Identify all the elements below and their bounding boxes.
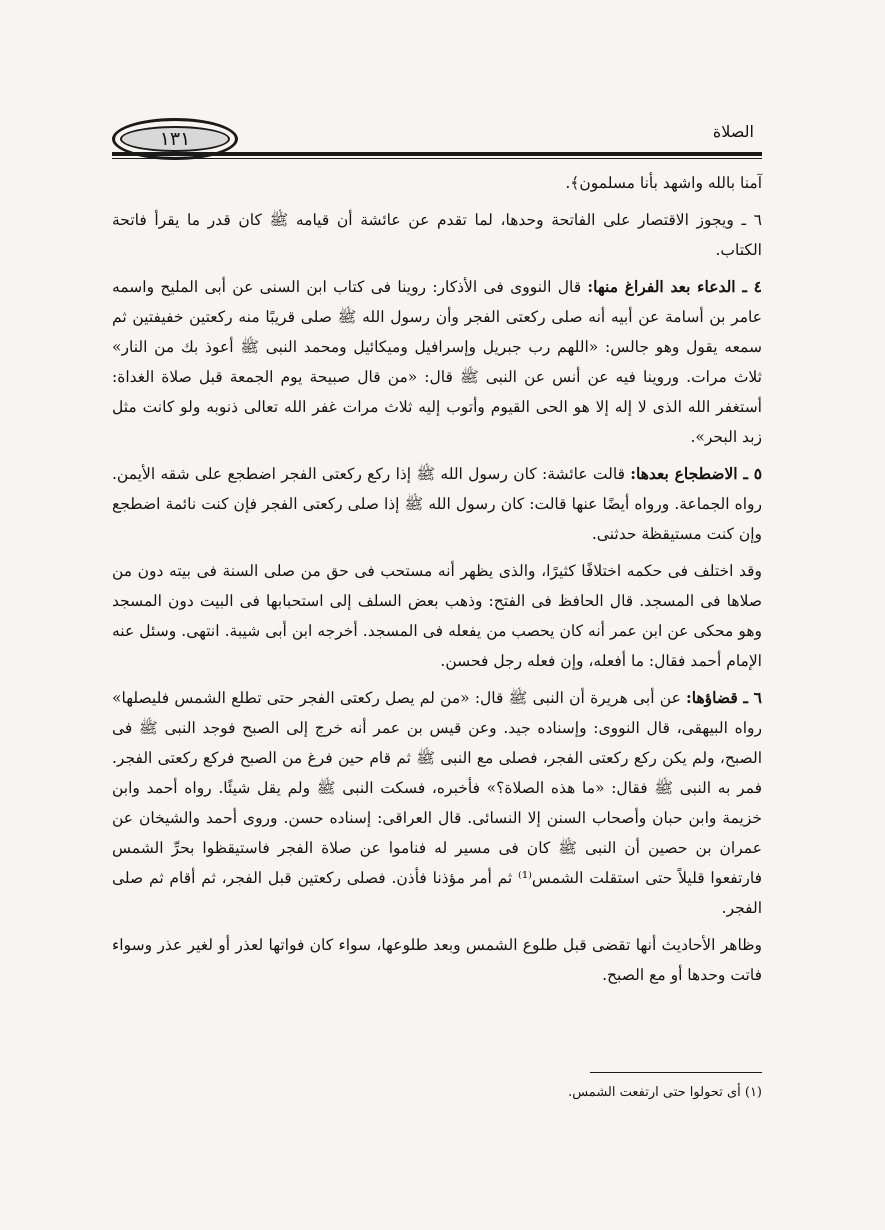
paragraph-6	[112, 683, 762, 923]
header-rule-thick	[112, 152, 762, 156]
paragraph-text: قالت عائشة: كان رسول الله ﷺ إذا ركع ركعتى الفجر اضطجع على شقه الأيمن. رواه الجماعة. ورواه أيضًا عنها قالت: كان رسول الله ﷺ إذا صلى ركعتى الفجر فإن كنت نائمة اضطجع وإن كنت مستيقظة حدثنى.	[112, 465, 762, 543]
paragraph-2	[112, 205, 762, 265]
paragraph-3	[112, 272, 762, 452]
paragraph-text: قال النووى فى الأذكار: روينا فى كتاب ابن السنى عن أبى المليح واسمه عامر بن أسامة عن أبيه أنه صلى ركعتى الفجر وأن رسول الله ﷺ صلى قريبًا منه ركعتين خفيفتين ثم سمعه يقول وهو جالس: «اللهم رب جبريل وإسرافيل وميكائيل ومحمد النبى ﷺ أعوذ بك من النار» ثلاث مرات. وروينا فيه عن أنس عن النبى ﷺ قال: «من قال صبيحة يوم الجمعة قبل صلاة الغداة: أستغفر الله الذى لا إله إلا هو الحى القيوم وأتوب إليه ثلاث مرات غفر الله تعالى ذنوبه ولو كانت مثل زبد البحر».	[112, 278, 762, 446]
paragraph-1	[112, 168, 762, 198]
paragraph-7	[112, 930, 762, 990]
paragraph-text: ٦ ـ ويجوز الاقتصار على الفاتحة وحدها، لما تقدم عن عائشة أن قيامه ﷺ كان قدر ما يقرأ فاتحة الكتاب.	[112, 211, 762, 259]
section-heading: ٦ ـ قضاؤها:	[686, 688, 762, 707]
footnote: (١) أى تحولوا حتى ارتفعت الشمس.	[568, 1085, 762, 1100]
paragraph-text: آمنا بالله واشهد بأنا مسلمون﴾.	[565, 174, 762, 192]
paragraph-text: وقد اختلف فى حكمه اختلافًا كثيرًا، والذى يظهر أنه مستحب فى حق من صلى السنة فى بيته دون من صلاها فى المسجد. قال الحافظ فى الفتح: وذهب بعض السلف إلى استحبابها فى البيت دون المسجد وهو محكى عن ابن عمر أنه كان يحصب من يفعله فى المسجد. أخرجه ابن أبى شيبة. انتهى. وسئل عنه الإمام أحمد فقال: ما أفعله، وإن فعله رجل فحسن.	[112, 562, 762, 670]
section-heading: ٤ ـ الدعاء بعد الفراغ منها:	[587, 277, 762, 296]
page-number: ١٣١	[159, 128, 191, 150]
footnote-separator	[590, 1072, 762, 1073]
paragraph-text: وظاهر الأحاديث أنها تقضى قبل طلوع الشمس وبعد طلوعها، سواء كان فواتها لعذر أو لغير عذر وسواء فاتت وحدها أو مع الصبح.	[112, 936, 762, 984]
section-heading: ٥ ـ الاضطجاع بعدها:	[630, 464, 763, 483]
paragraph-5	[112, 556, 762, 676]
paragraph-4	[112, 459, 762, 549]
running-title: الصلاة	[712, 122, 754, 141]
paragraph-text: عن أبى هريرة أن النبى ﷺ قال: «من لم يصل ركعتى الفجر حتى تطلع الشمس فليصلها» رواه البيهقى، قال النووى: وإسناده جيد. وعن قيس بن عمر أنه خرج إلى الصبح فوجد النبى ﷺ فى الصبح، ولم يكن ركع ركعتى الفجر، فصلى مع النبى ﷺ ثم قام حين فرغ من الصبح فركع ركعتى الفجر. فمر به النبى ﷺ فقال: «ما هذه الصلاة؟» فأخبره، فسكت النبى ﷺ ولم يقل شيئًا. رواه أحمد وابن خزيمة وابن حبان وأصحاب السنن إلا النسائى. قال العراقى: إسناده حسن. وروى أحمد والشيخان عن عمران بن حصين أن النبى ﷺ كان فى مسير له فناموا عن صلاة الفجر فاستيقظوا بحرِّ الشمس فارتفعوا قليلاً حتى استقلت الشمس⁽¹⁾ ثم أمر مؤذنا فأذن. فصلى ركعتين قبل الفجر، ثم أقام ثم صلى الفجر.	[112, 689, 762, 917]
header-rule-thin	[112, 158, 762, 159]
body-text	[112, 168, 762, 997]
